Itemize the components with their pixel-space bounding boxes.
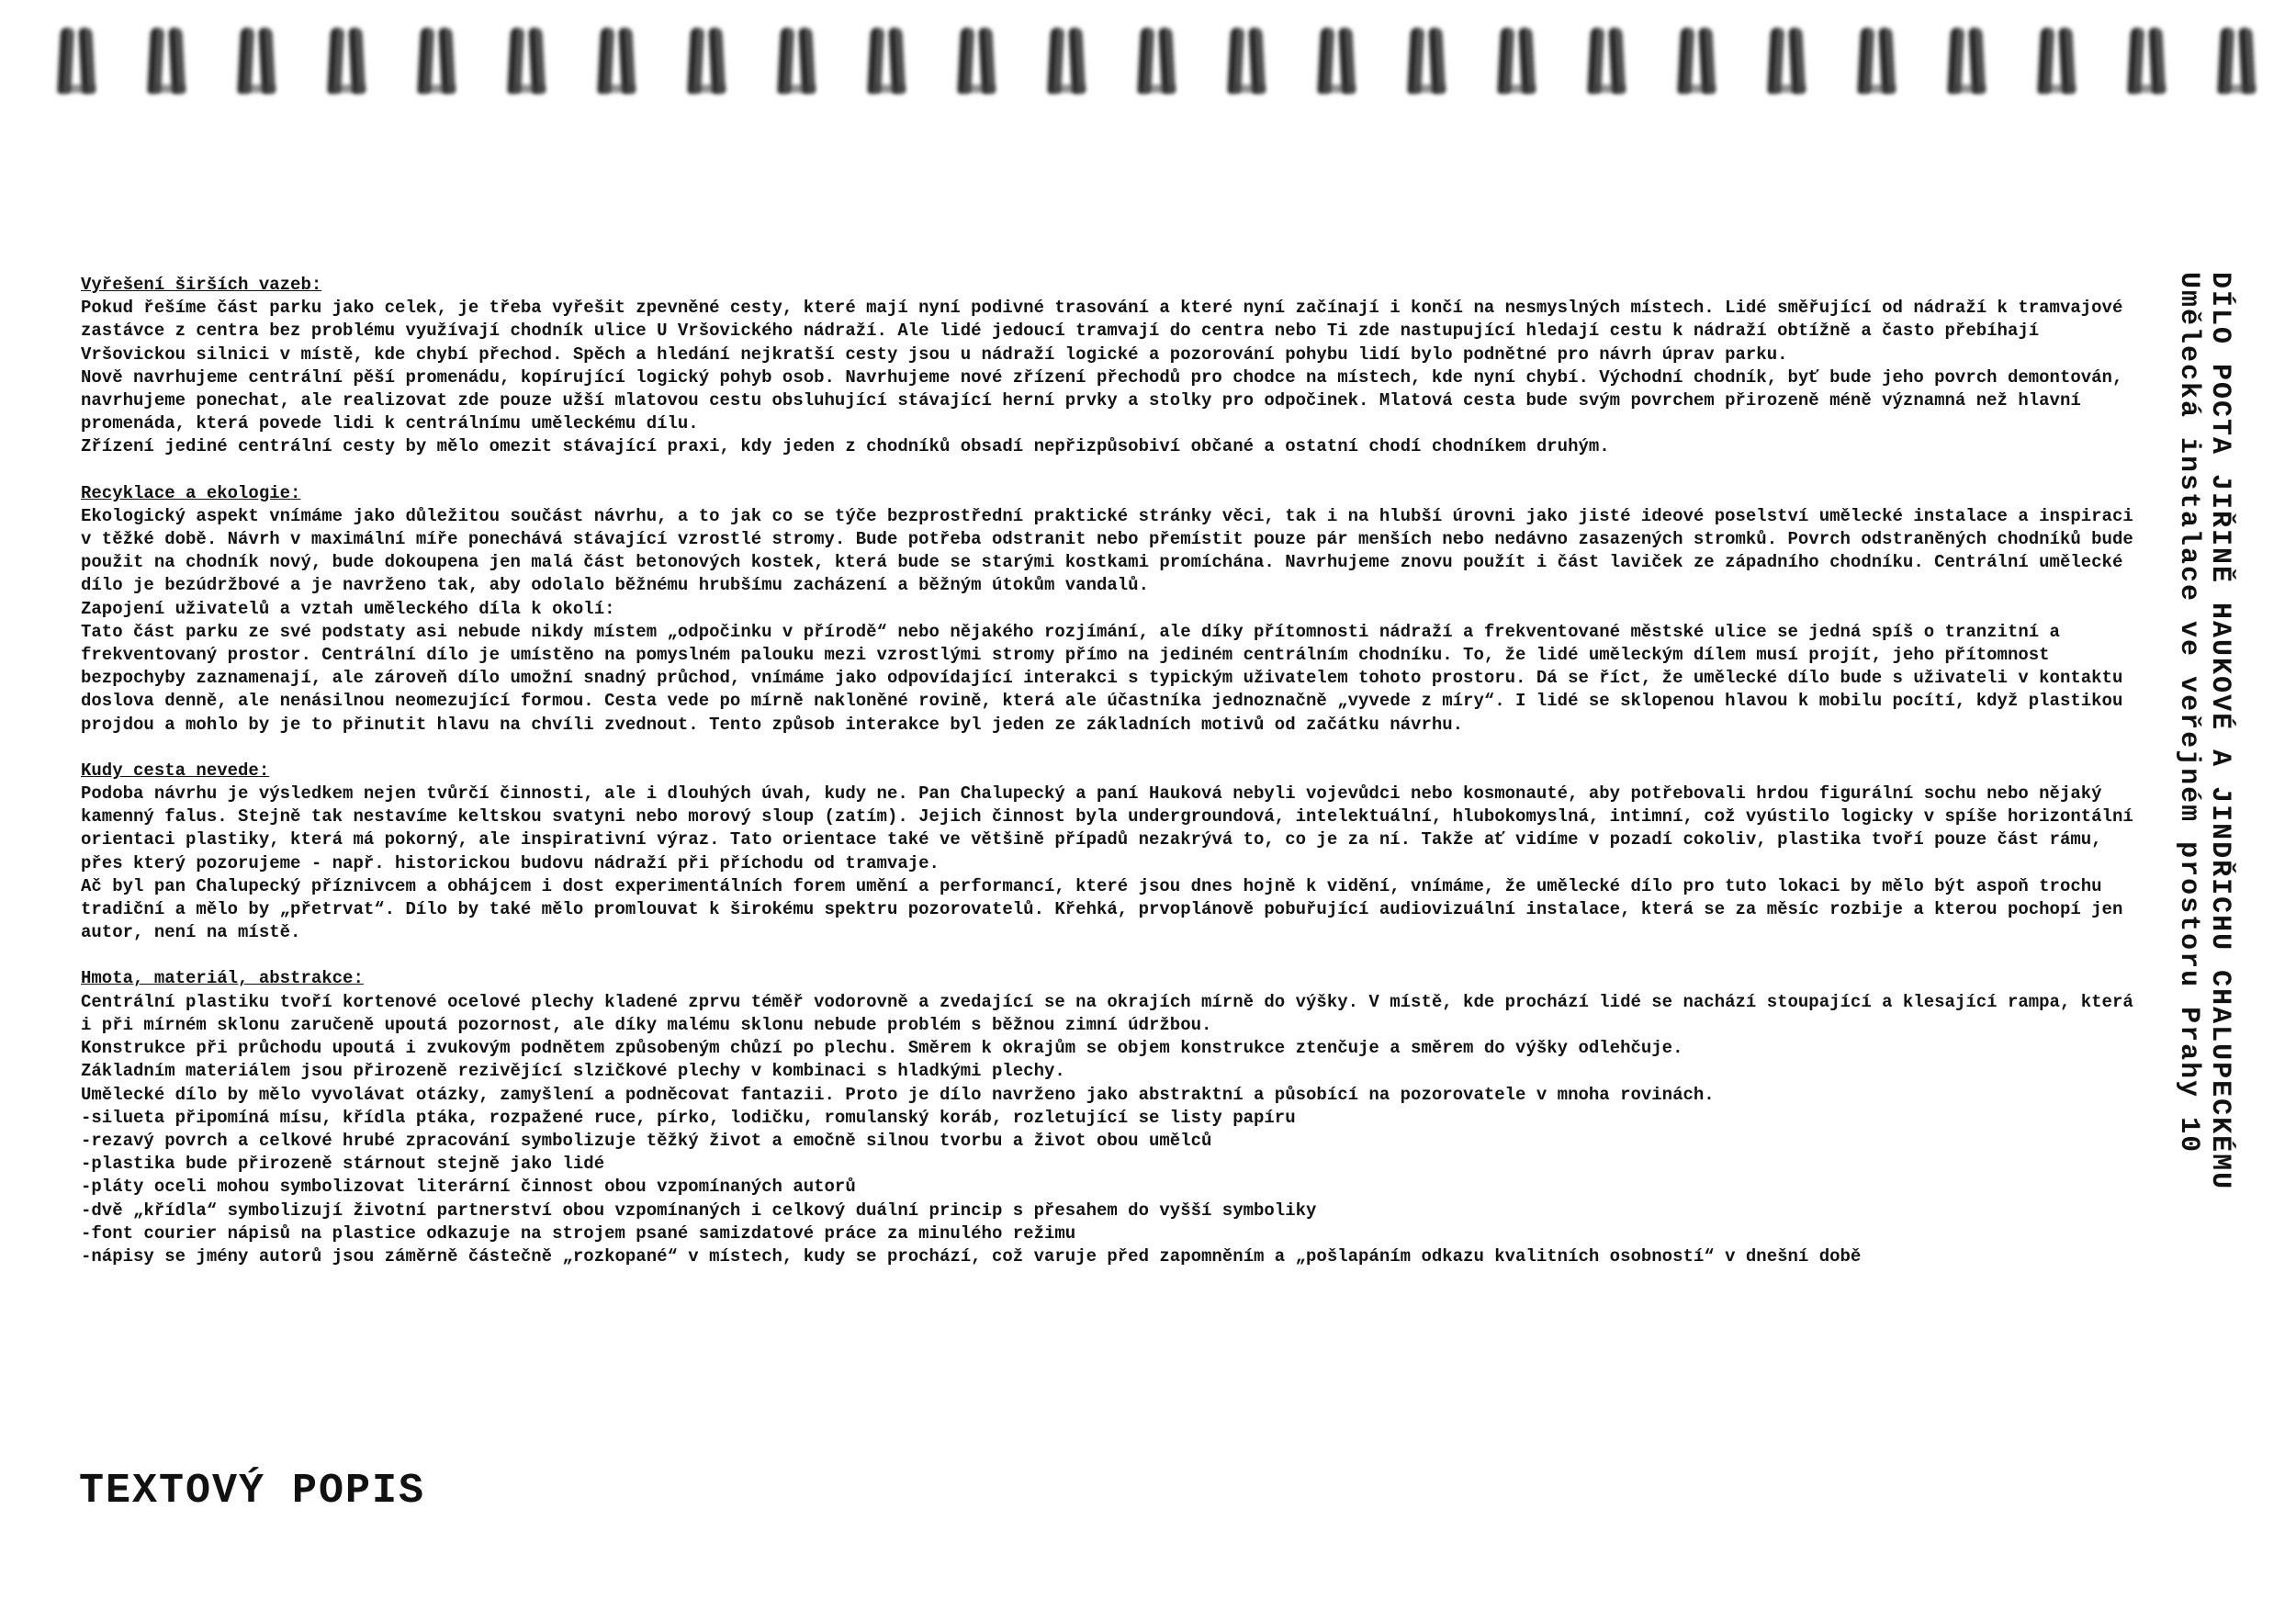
- paragraph: Pokud řešíme část parku jako celek, je třeba vyřešit zpevněné cesty, které mají nyní podivné trasování a které nyní začínají i končí na nesmyslných místech. Lidé směřující od nádraží k tramvajové zastávce z centra bez problému využívají chodník ulice U Vršovického nádraží. Ale lidé jedoucí tramvají do centra nebo Ti zde nastupující hledají cestu k nádraží obtížně a často přebíhají Vršovickou silnici v místě, kde chybí přechod. Spěch a hledání nejkratší cesty jsou u nádraží logické a pozorování pohybu lidí bylo podnětné pro návrh úprav parku.: [81, 298, 2123, 365]
- binding-ring: [1315, 20, 1359, 103]
- binding-ring: [595, 20, 639, 103]
- paragraph: -dvě „křídla“ symbolizují životní partnerství obou vzpomínaných i celkový duální princip s přesahem do vyšší symboliky: [81, 1200, 1317, 1221]
- paragraph: Ekologický aspekt vnímáme jako důležitou součást návrhu, a to jak co se týče bezprostřední praktické stránky věci, tak i na hlubší úrovni jako jisté ideové poselství umělecké instalace a inspiraci v těžké době. Návrh v maximální míře ponechává stávající vzrostlé stromy. Bude potřeba odstranit nebo přemístit pouze pár menších nebo nedávno zasazených stromků. Povrch odstraněných chodníků bude použit na chodník nový, bude dokoupena jen malá část betonových kostek, která bude se starými kostkami promíchána. Navrhujeme znovu použít i část laviček ze západního chodníku. Centrální umělecké dílo je bezúdržbové a je navrženo tak, aby odolalo běžnému hrubšímu zacházení a běžným útokům vandalů.: [81, 505, 2133, 596]
- binding-ring: [325, 20, 369, 103]
- paragraph: Podoba návrhu je výsledkem nejen tvůrčí činnosti, ale i dlouhých úvah, kudy ne. Pan Chalupecký a paní Hauková nebyli vojevůdci nebo kosmonauté, aby potřebovali hrdou figurální sochu nebo nějaký kamenný falus. Stejně tak nestavíme keltskou svatyni nebo morový sloup (zatím). Jejich činnost byla undergroundová, intelektuální, hlubokomyslná, intimní, což vyústilo logicky v spíše horizontální orientaci plastiky, která má pokorný, ale inspirativní výraz. Tato orientace také ve většině případů nezakrývá to, co je za ní. Takže ať vidíme v pozadí cokoliv, plastika tvoří pouze část rámu, přes který pozorujeme - např. historickou budovu nádraží při příchodu od tramvaje.: [81, 783, 2133, 873]
- binding-ring: [1855, 20, 1899, 103]
- paragraph: Tato část parku ze své podstaty asi nebude nikdy místem „odpočinku v přírodě“ nebo nějakého rozjímání, ale díky přítomnosti nádraží a frekventované městské ulice se jedná spíš o tranzitní a frekventovaný prostor. Centrální dílo je umístěno na pomyslném palouku mezi vzrostlými stromy přímo na jediném centrálním chodníku. To, že lidé uměleckým dílem musí projít, jeho přítomnost bezpochyby zaznamenají, ale zároveň dílo umožní snadný průchod, vnímáme jako odpovídající interakci s typickým uživatelem tohoto prostoru. Dá se říct, že umělecké dílo bude s uživateli v kontaktu doslova denně, ale nenásilnou neomezující formou. Cesta vede po mírně nakloněné rovině, která ale účastníka jednoznačně „vyvede z míry“. I lidé se sklopenou hlavou k mobilu pocítí, když plastikou projdou a mohlo by je to přinutit hlavu na chvíli zvednout. Tento způsob interakce byl jeden ze základních motivů od začátku návrhu.: [81, 621, 2123, 735]
- paragraph: -silueta připomíná mísu, křídla ptáka, rozpažené ruce, pírko, lodičku, romulanský koráb, rozletující se listy papíru: [81, 1107, 1296, 1128]
- paragraph: Zřízení jediné centrální cesty by mělo omezit stávající praxi, kdy jeden z chodníků obsadí nepřizpůsobiví občané a ostatní chodí chodníkem druhým.: [81, 436, 1610, 457]
- binding-ring: [2035, 20, 2079, 103]
- paragraph: Ač byl pan Chalupecký příznivcem a obhájcem i dost experimentálních forem umění a performancí, které jsou dnes hojně k vidění, vnímáme, že umělecké dílo pro tuto lokaci by mělo být aspoň trochu tradiční a mělo by „přetrvat“. Dílo by také mělo promlouvat k širokému spektru pozorovatelů. Křehká, prvoplánově pobuřující audiovizuální instalace, která se za měsíc rozbije a kterou pochopí jen autor, není na místě.: [81, 875, 2123, 943]
- spiral-binding: [55, 20, 2259, 103]
- section-heading: Hmota, materiál, abstrakce :: [81, 968, 364, 988]
- paragraph: -pláty oceli mohou symbolizovat literární činnost obou vzpomínaných autorů: [81, 1177, 856, 1198]
- page-title: TEXTOVÝ POPIS: [79, 1468, 426, 1515]
- binding-ring: [145, 20, 189, 103]
- paragraph: Základním materiálem jsou přirozeně rezivějící slzičkové plechy v kombinaci s hladkými plechy.: [81, 1061, 1065, 1082]
- binding-ring: [1135, 20, 1179, 103]
- binding-ring: [1675, 20, 1719, 103]
- description-text: [81, 274, 2138, 1291]
- binding-ring: [1765, 20, 1809, 103]
- binding-ring: [775, 20, 819, 103]
- vertical-title-line-1: DÍLO POCTA JIŘINĚ HAUKOVÉ A JINDŘICHU CHALUPECKÉMU: [2204, 272, 2235, 1191]
- binding-ring: [2215, 20, 2259, 103]
- paragraph: -plastika bude přirozeně stárnout stejně jako lidé: [81, 1154, 605, 1175]
- binding-ring: [2125, 20, 2169, 103]
- vertical-title: [2175, 272, 2235, 1411]
- paragraph: Zapojení uživatelů a vztah uměleckého díla k okolí:: [81, 598, 615, 619]
- binding-ring: [955, 20, 999, 103]
- binding-ring: [55, 20, 99, 103]
- binding-ring: [415, 20, 459, 103]
- binding-ring: [1495, 20, 1539, 103]
- binding-ring: [1405, 20, 1449, 103]
- section: [81, 967, 2138, 1268]
- section-heading: Kudy cesta nevede :: [81, 760, 269, 781]
- section: [81, 274, 2138, 459]
- section: [81, 482, 2138, 737]
- paragraph: -nápisy se jmény autorů jsou záměrně částečně „rozkopané“ v místech, kudy se prochází, což varuje před zapomněním a „pošlapáním odkazu kvalitních osobností“ v dnešní době: [81, 1245, 1862, 1267]
- section: [81, 760, 2138, 945]
- vertical-title-line-2: Umělecká instalace ve veřejném prostoru Prahy 10: [2173, 272, 2204, 1155]
- binding-ring: [685, 20, 729, 103]
- section-heading: Recyklace a ekologie :: [81, 483, 300, 503]
- paragraph: Nově navrhujeme centrální pěší promenádu, kopírující logický pohyb osob. Navrhujeme nové zřízení přechodů pro chodce na místech, kde nyní chybí. Východní chodník, byť bude jeho povrch demontován, navrhujeme ponechat, ale realizovat zde pouze užší mlatovou cestu obsluhující stávající herní prvky a stolky pro odpočinek. Mlatová cesta bude svým povrchem přirozeně méně významná než hlavní promenáda, která povede lidi k centrálnímu uměleckému dílu.: [81, 366, 2123, 434]
- paragraph: Centrální plastiku tvoří kortenové ocelové plechy kladené zprvu téměř vodorovně a zvedající se na okrajích mírně do výšky. V místě, kde prochází lidé se nachází stoupající a klesající rampa, která i při mírném sklonu zaručeně upoutá pozornost, ale díky malému sklonu nebude problém s běžnou zimní údržbou.: [81, 991, 2133, 1035]
- binding-ring: [235, 20, 279, 103]
- binding-ring: [1225, 20, 1269, 103]
- binding-ring: [1045, 20, 1089, 103]
- binding-ring: [505, 20, 549, 103]
- paragraph: -rezavý povrch a celkové hrubé zpracování symbolizuje těžký život a emočně silnou tvorbu a život obou umělců: [81, 1130, 1212, 1151]
- paragraph: Umělecké dílo by mělo vyvolávat otázky, zamyšlení a podněcovat fantazii. Proto je dílo navrženo jako abstraktní a působící na pozorovatele v mnoha rovinách.: [81, 1084, 1715, 1105]
- binding-ring: [1945, 20, 1989, 103]
- paragraph: Konstrukce při průchodu upoutá i zvukovým podnětem způsobeným chůzí po plechu. Směrem k okrajům se objem konstrukce ztenčuje a směrem do výšky odlehčuje.: [81, 1038, 1683, 1059]
- binding-ring: [865, 20, 909, 103]
- binding-ring: [1585, 20, 1629, 103]
- section-heading: Vyřešení širších vazeb :: [81, 275, 321, 295]
- paragraph: -font courier nápisů na plastice odkazuje na strojem psané samizdatové práce za minulého režimu: [81, 1222, 1076, 1244]
